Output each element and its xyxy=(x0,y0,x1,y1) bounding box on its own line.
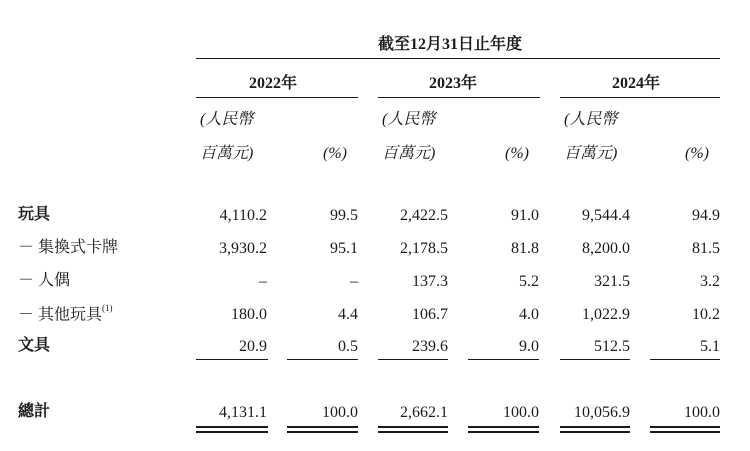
cell-stationery-2024-amount: 512.5 xyxy=(594,338,630,355)
subtotal-rule-2023-pct xyxy=(468,359,539,360)
cell-figures-2024-amount: 321.5 xyxy=(594,273,630,290)
row-label-other-toys xyxy=(18,303,113,324)
unit-header-2022-line2: 百萬元) xyxy=(200,145,254,162)
pct-header-2023: (%) xyxy=(505,145,529,162)
cell-total-2022-amount: 4,131.1 xyxy=(219,404,267,421)
cell-toys-2024-pct: 94.9 xyxy=(692,207,720,224)
cell-total-2022-pct: 100.0 xyxy=(322,404,358,421)
year-header-2023: 2023年 xyxy=(429,75,478,92)
cell-other-2022-pct: 4.4 xyxy=(338,306,358,323)
subtotal-rule-2022-pct xyxy=(287,359,358,360)
unit-header-2023-line2: 百萬元) xyxy=(382,145,436,162)
total-double-rule-2023-amount xyxy=(378,426,448,433)
cell-stationery-2024-pct: 5.1 xyxy=(700,338,720,355)
period-title: 截至12月31日止年度 xyxy=(378,36,523,53)
cell-other-2022-amount: 180.0 xyxy=(231,306,267,323)
cell-toys-2023-amount: 2,422.5 xyxy=(400,207,448,224)
unit-header-2024-line1: (人民幣 xyxy=(564,111,618,128)
total-double-rule-2024-amount xyxy=(560,426,630,433)
pct-header-2022: (%) xyxy=(323,145,347,162)
row-label-trading-cards: － 集換式卡牌 xyxy=(18,239,119,256)
year-header-2022: 2022年 xyxy=(249,75,298,92)
cell-total-2023-amount: 2,662.1 xyxy=(400,404,448,421)
cell-cards-2023-pct: 81.8 xyxy=(511,240,539,257)
cell-stationery-2023-pct: 9.0 xyxy=(519,338,539,355)
subtotal-rule-2023-amount xyxy=(378,359,448,360)
cell-stationery-2022-pct: 0.5 xyxy=(338,338,358,355)
cell-other-2024-amount: 1,022.9 xyxy=(582,306,630,323)
footnote-marker: (1) xyxy=(102,303,113,313)
cell-cards-2024-amount: 8,200.0 xyxy=(582,240,630,257)
total-double-rule-2024-pct xyxy=(650,426,720,433)
row-label-other-toys-text: － 其他玩具 xyxy=(18,306,103,324)
year-underline-2022 xyxy=(196,97,358,98)
cell-toys-2023-pct: 91.0 xyxy=(511,207,539,224)
cell-figures-2022-pct: – xyxy=(350,273,358,290)
cell-figures-2023-pct: 5.2 xyxy=(519,273,539,290)
cell-cards-2023-amount: 2,178.5 xyxy=(400,240,448,257)
cell-total-2024-pct: 100.0 xyxy=(684,404,720,421)
period-underline xyxy=(196,58,720,59)
row-label-figures: － 人偶 xyxy=(18,272,71,289)
row-label-stationery: 文具 xyxy=(18,337,51,354)
unit-header-2022-line1: (人民幣 xyxy=(200,111,254,128)
cell-total-2024-amount: 10,056.9 xyxy=(574,404,630,421)
cell-figures-2022-amount: – xyxy=(259,273,267,290)
cell-toys-2022-pct: 99.5 xyxy=(330,207,358,224)
cell-toys-2024-amount: 9,544.4 xyxy=(582,207,630,224)
cell-other-2023-amount: 106.7 xyxy=(412,306,448,323)
pct-header-2024: (%) xyxy=(685,145,709,162)
total-double-rule-2022-amount xyxy=(196,426,268,433)
cell-cards-2024-pct: 81.5 xyxy=(692,240,720,257)
cell-cards-2022-pct: 95.1 xyxy=(330,240,358,257)
total-double-rule-2022-pct xyxy=(287,426,358,433)
year-underline-2023 xyxy=(378,97,540,98)
cell-figures-2024-pct: 3.2 xyxy=(700,273,720,290)
unit-header-2024-line2: 百萬元) xyxy=(564,145,618,162)
cell-other-2023-pct: 4.0 xyxy=(519,306,539,323)
cell-toys-2022-amount: 4,110.2 xyxy=(219,207,267,224)
unit-header-2023-line1: (人民幣 xyxy=(382,111,436,128)
subtotal-rule-2024-amount xyxy=(560,359,630,360)
cell-figures-2023-amount: 137.3 xyxy=(412,273,448,290)
cell-stationery-2022-amount: 20.9 xyxy=(239,338,267,355)
cell-cards-2022-amount: 3,930.2 xyxy=(219,240,267,257)
cell-total-2023-pct: 100.0 xyxy=(503,404,539,421)
subtotal-rule-2024-pct xyxy=(650,359,720,360)
year-underline-2024 xyxy=(560,97,720,98)
row-label-toys: 玩具 xyxy=(18,206,51,223)
subtotal-rule-2022-amount xyxy=(196,359,268,360)
cell-stationery-2023-amount: 239.6 xyxy=(412,338,448,355)
cell-other-2024-pct: 10.2 xyxy=(692,306,720,323)
row-label-total: 總計 xyxy=(18,403,51,420)
total-double-rule-2023-pct xyxy=(468,426,539,433)
year-header-2024: 2024年 xyxy=(612,75,661,92)
